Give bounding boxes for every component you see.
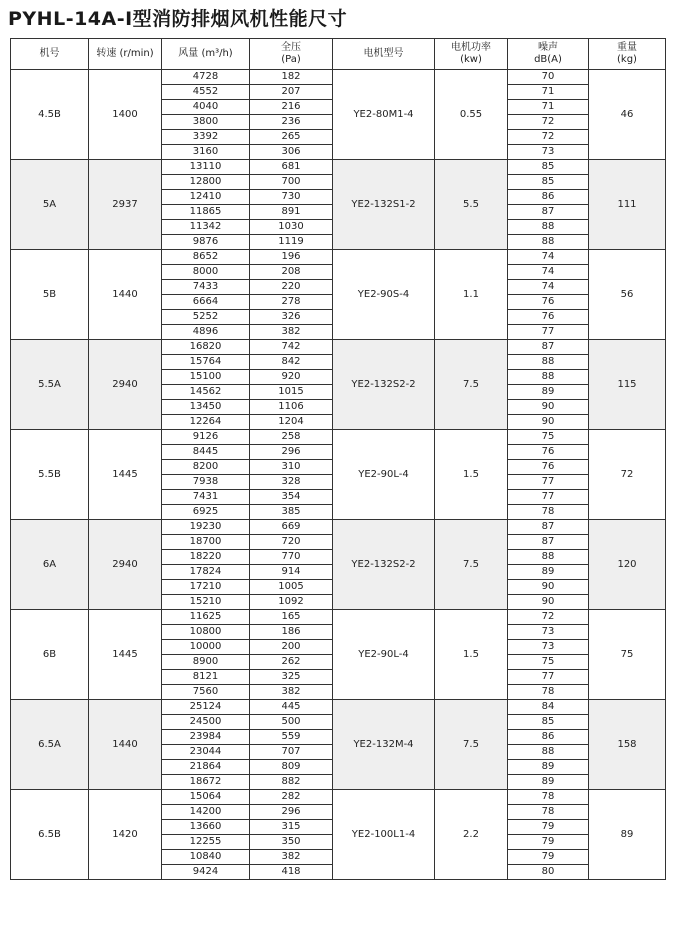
pressure-cell: 186 — [250, 625, 333, 640]
weight-cell: 120 — [589, 520, 666, 610]
airflow-cell: 13450 — [162, 400, 250, 415]
table-row — [11, 70, 666, 85]
noise-cell: 88 — [508, 745, 589, 760]
pressure-cell: 216 — [250, 100, 333, 115]
noise-cell: 90 — [508, 415, 589, 430]
noise-cell: 89 — [508, 385, 589, 400]
header-power-line: (kw) — [460, 54, 482, 65]
pressure-cell: 182 — [250, 70, 333, 85]
noise-cell: 76 — [508, 445, 589, 460]
pressure-cell: 208 — [250, 265, 333, 280]
pressure-cell: 310 — [250, 460, 333, 475]
airflow-cell: 7433 — [162, 280, 250, 295]
model-cell: 6.5B — [11, 790, 89, 880]
pressure-cell: 382 — [250, 685, 333, 700]
airflow-cell: 7938 — [162, 475, 250, 490]
motor-cell: YE2-132S2-2 — [333, 520, 435, 610]
weight-cell: 56 — [589, 250, 666, 340]
pressure-cell: 262 — [250, 655, 333, 670]
noise-cell: 78 — [508, 790, 589, 805]
airflow-cell: 7560 — [162, 685, 250, 700]
airflow-cell: 14200 — [162, 805, 250, 820]
table-row — [11, 250, 666, 265]
noise-cell: 79 — [508, 820, 589, 835]
pressure-cell: 350 — [250, 835, 333, 850]
header-motor-line: 电机型号 — [363, 48, 404, 59]
airflow-cell: 3392 — [162, 130, 250, 145]
motor-cell: YE2-90L-4 — [333, 610, 435, 700]
table-row — [11, 790, 666, 805]
noise-cell: 77 — [508, 490, 589, 505]
pressure-cell: 326 — [250, 310, 333, 325]
airflow-cell: 3800 — [162, 115, 250, 130]
pressure-cell: 306 — [250, 145, 333, 160]
airflow-cell: 9424 — [162, 865, 250, 880]
pressure-cell: 707 — [250, 745, 333, 760]
pressure-cell: 882 — [250, 775, 333, 790]
noise-cell: 73 — [508, 640, 589, 655]
motor-cell: YE2-90S-4 — [333, 250, 435, 340]
speed-cell: 2937 — [89, 160, 162, 250]
header-motor — [333, 39, 435, 70]
noise-cell: 72 — [508, 115, 589, 130]
pressure-cell: 296 — [250, 445, 333, 460]
airflow-cell: 10000 — [162, 640, 250, 655]
speed-cell: 2940 — [89, 340, 162, 430]
weight-cell: 72 — [589, 430, 666, 520]
speed-cell: 1400 — [89, 70, 162, 160]
airflow-cell: 16820 — [162, 340, 250, 355]
speed-cell: 2940 — [89, 520, 162, 610]
pressure-cell: 1119 — [250, 235, 333, 250]
pressure-cell: 920 — [250, 370, 333, 385]
noise-cell: 74 — [508, 265, 589, 280]
weight-cell: 46 — [589, 70, 666, 160]
noise-cell: 89 — [508, 760, 589, 775]
pressure-cell: 220 — [250, 280, 333, 295]
airflow-cell: 15100 — [162, 370, 250, 385]
pressure-cell: 196 — [250, 250, 333, 265]
airflow-cell: 10840 — [162, 850, 250, 865]
airflow-cell: 14562 — [162, 385, 250, 400]
pressure-cell: 742 — [250, 340, 333, 355]
noise-cell: 88 — [508, 550, 589, 565]
model-cell: 5.5A — [11, 340, 89, 430]
noise-cell: 87 — [508, 340, 589, 355]
airflow-cell: 5252 — [162, 310, 250, 325]
header-noise — [508, 39, 589, 70]
power-cell: 1.1 — [435, 250, 508, 340]
noise-cell: 87 — [508, 535, 589, 550]
airflow-cell: 8652 — [162, 250, 250, 265]
model-cell: 4.5B — [11, 70, 89, 160]
pressure-cell: 700 — [250, 175, 333, 190]
airflow-cell: 4552 — [162, 85, 250, 100]
noise-cell: 87 — [508, 520, 589, 535]
pressure-cell: 265 — [250, 130, 333, 145]
airflow-cell: 6664 — [162, 295, 250, 310]
header-power — [435, 39, 508, 70]
airflow-cell: 9876 — [162, 235, 250, 250]
pressure-cell: 770 — [250, 550, 333, 565]
noise-cell: 90 — [508, 580, 589, 595]
noise-cell: 76 — [508, 295, 589, 310]
noise-cell: 88 — [508, 235, 589, 250]
airflow-cell: 8445 — [162, 445, 250, 460]
header-weight-line: (kg) — [617, 54, 637, 65]
speed-cell: 1440 — [89, 700, 162, 790]
speed-cell: 1445 — [89, 430, 162, 520]
model-cell: 5.5B — [11, 430, 89, 520]
noise-cell: 79 — [508, 835, 589, 850]
noise-cell: 74 — [508, 250, 589, 265]
power-cell: 1.5 — [435, 610, 508, 700]
noise-cell: 70 — [508, 70, 589, 85]
motor-cell: YE2-100L1-4 — [333, 790, 435, 880]
header-speed — [89, 39, 162, 70]
model-cell: 6A — [11, 520, 89, 610]
weight-cell: 158 — [589, 700, 666, 790]
header-pressure — [250, 39, 333, 70]
header-model — [11, 39, 89, 70]
noise-cell: 76 — [508, 310, 589, 325]
noise-cell: 78 — [508, 685, 589, 700]
pressure-cell: 385 — [250, 505, 333, 520]
motor-cell: YE2-90L-4 — [333, 430, 435, 520]
pressure-cell: 258 — [250, 430, 333, 445]
noise-cell: 89 — [508, 565, 589, 580]
noise-cell: 76 — [508, 460, 589, 475]
airflow-cell: 8900 — [162, 655, 250, 670]
airflow-cell: 25124 — [162, 700, 250, 715]
noise-cell: 74 — [508, 280, 589, 295]
airflow-cell: 21864 — [162, 760, 250, 775]
noise-cell: 72 — [508, 130, 589, 145]
airflow-cell: 24500 — [162, 715, 250, 730]
pressure-cell: 809 — [250, 760, 333, 775]
airflow-cell: 4040 — [162, 100, 250, 115]
header-pressure-line: 全压 — [281, 42, 301, 53]
model-cell: 5A — [11, 160, 89, 250]
header-pressure-line: (Pa) — [281, 54, 301, 65]
weight-cell: 111 — [589, 160, 666, 250]
model-cell: 6B — [11, 610, 89, 700]
pressure-cell: 1204 — [250, 415, 333, 430]
header-row — [11, 39, 666, 70]
fan-performance-table — [10, 38, 666, 880]
power-cell: 5.5 — [435, 160, 508, 250]
noise-cell: 86 — [508, 730, 589, 745]
pressure-cell: 1015 — [250, 385, 333, 400]
noise-cell: 88 — [508, 220, 589, 235]
table-row — [11, 430, 666, 445]
airflow-cell: 15064 — [162, 790, 250, 805]
pressure-cell: 720 — [250, 535, 333, 550]
noise-cell: 73 — [508, 625, 589, 640]
pressure-cell: 207 — [250, 85, 333, 100]
airflow-cell: 4728 — [162, 70, 250, 85]
power-cell: 7.5 — [435, 340, 508, 430]
airflow-cell: 11625 — [162, 610, 250, 625]
noise-cell: 87 — [508, 205, 589, 220]
pressure-cell: 325 — [250, 670, 333, 685]
speed-cell: 1445 — [89, 610, 162, 700]
pressure-cell: 315 — [250, 820, 333, 835]
header-weight-line: 重量 — [617, 42, 637, 53]
airflow-cell: 18700 — [162, 535, 250, 550]
header-airflow — [162, 39, 250, 70]
pressure-cell: 891 — [250, 205, 333, 220]
airflow-cell: 12255 — [162, 835, 250, 850]
airflow-cell: 8200 — [162, 460, 250, 475]
power-cell: 2.2 — [435, 790, 508, 880]
airflow-cell: 9126 — [162, 430, 250, 445]
airflow-cell: 4896 — [162, 325, 250, 340]
noise-cell: 85 — [508, 175, 589, 190]
airflow-cell: 12264 — [162, 415, 250, 430]
speed-cell: 1440 — [89, 250, 162, 340]
noise-cell: 85 — [508, 160, 589, 175]
pressure-cell: 328 — [250, 475, 333, 490]
airflow-cell: 17210 — [162, 580, 250, 595]
airflow-cell: 18220 — [162, 550, 250, 565]
pressure-cell: 382 — [250, 850, 333, 865]
noise-cell: 84 — [508, 700, 589, 715]
model-cell: 6.5A — [11, 700, 89, 790]
pressure-cell: 1005 — [250, 580, 333, 595]
noise-cell: 79 — [508, 850, 589, 865]
pressure-cell: 1030 — [250, 220, 333, 235]
motor-cell: YE2-132M-4 — [333, 700, 435, 790]
noise-cell: 80 — [508, 865, 589, 880]
weight-cell: 115 — [589, 340, 666, 430]
table-row — [11, 520, 666, 535]
table-row — [11, 700, 666, 715]
airflow-cell: 11342 — [162, 220, 250, 235]
airflow-cell: 11865 — [162, 205, 250, 220]
pressure-cell: 681 — [250, 160, 333, 175]
noise-cell: 75 — [508, 430, 589, 445]
airflow-cell: 15210 — [162, 595, 250, 610]
weight-cell: 89 — [589, 790, 666, 880]
pressure-cell: 165 — [250, 610, 333, 625]
airflow-cell: 23984 — [162, 730, 250, 745]
pressure-cell: 500 — [250, 715, 333, 730]
noise-cell: 78 — [508, 505, 589, 520]
noise-cell: 77 — [508, 670, 589, 685]
pressure-cell: 842 — [250, 355, 333, 370]
noise-cell: 72 — [508, 610, 589, 625]
noise-cell: 75 — [508, 655, 589, 670]
weight-cell: 75 — [589, 610, 666, 700]
table-row — [11, 160, 666, 175]
noise-cell: 85 — [508, 715, 589, 730]
noise-cell: 71 — [508, 85, 589, 100]
airflow-cell: 7431 — [162, 490, 250, 505]
pressure-cell: 730 — [250, 190, 333, 205]
table-row — [11, 610, 666, 625]
airflow-cell: 15764 — [162, 355, 250, 370]
pressure-cell: 1106 — [250, 400, 333, 415]
noise-cell: 88 — [508, 370, 589, 385]
header-speed-line: 转速 (r/min) — [96, 48, 154, 59]
motor-cell: YE2-80M1-4 — [333, 70, 435, 160]
model-cell: 5B — [11, 250, 89, 340]
power-cell: 7.5 — [435, 700, 508, 790]
noise-cell: 77 — [508, 475, 589, 490]
header-power-line: 电机功率 — [451, 42, 491, 53]
noise-cell: 73 — [508, 145, 589, 160]
pressure-cell: 418 — [250, 865, 333, 880]
motor-cell: YE2-132S2-2 — [333, 340, 435, 430]
table-row — [11, 340, 666, 355]
airflow-cell: 10800 — [162, 625, 250, 640]
header-noise-line: 噪声 — [538, 42, 558, 53]
pressure-cell: 200 — [250, 640, 333, 655]
header-weight — [589, 39, 666, 70]
pressure-cell: 1092 — [250, 595, 333, 610]
header-noise-line: dB(A) — [534, 54, 562, 65]
noise-cell: 89 — [508, 775, 589, 790]
pressure-cell: 236 — [250, 115, 333, 130]
airflow-cell: 3160 — [162, 145, 250, 160]
pressure-cell: 445 — [250, 700, 333, 715]
airflow-cell: 13660 — [162, 820, 250, 835]
airflow-cell: 8121 — [162, 670, 250, 685]
pressure-cell: 296 — [250, 805, 333, 820]
header-model-line: 机号 — [39, 48, 60, 59]
pressure-cell: 914 — [250, 565, 333, 580]
header-airflow-line: 风量 (m³/h) — [178, 48, 233, 59]
noise-cell: 88 — [508, 355, 589, 370]
airflow-cell: 12410 — [162, 190, 250, 205]
noise-cell: 86 — [508, 190, 589, 205]
pressure-cell: 354 — [250, 490, 333, 505]
airflow-cell: 13110 — [162, 160, 250, 175]
document-title: PYHL-14A-I型消防排烟风机性能尺寸 — [8, 8, 348, 30]
airflow-cell: 19230 — [162, 520, 250, 535]
pressure-cell: 282 — [250, 790, 333, 805]
power-cell: 0.55 — [435, 70, 508, 160]
pressure-cell: 278 — [250, 295, 333, 310]
pressure-cell: 559 — [250, 730, 333, 745]
noise-cell: 71 — [508, 100, 589, 115]
airflow-cell: 12800 — [162, 175, 250, 190]
power-cell: 1.5 — [435, 430, 508, 520]
airflow-cell: 6925 — [162, 505, 250, 520]
motor-cell: YE2-132S1-2 — [333, 160, 435, 250]
power-cell: 7.5 — [435, 520, 508, 610]
airflow-cell: 18672 — [162, 775, 250, 790]
noise-cell: 77 — [508, 325, 589, 340]
speed-cell: 1420 — [89, 790, 162, 880]
table-body — [11, 70, 666, 880]
airflow-cell: 23044 — [162, 745, 250, 760]
noise-cell: 90 — [508, 400, 589, 415]
airflow-cell: 8000 — [162, 265, 250, 280]
pressure-cell: 669 — [250, 520, 333, 535]
noise-cell: 90 — [508, 595, 589, 610]
noise-cell: 78 — [508, 805, 589, 820]
pressure-cell: 382 — [250, 325, 333, 340]
airflow-cell: 17824 — [162, 565, 250, 580]
